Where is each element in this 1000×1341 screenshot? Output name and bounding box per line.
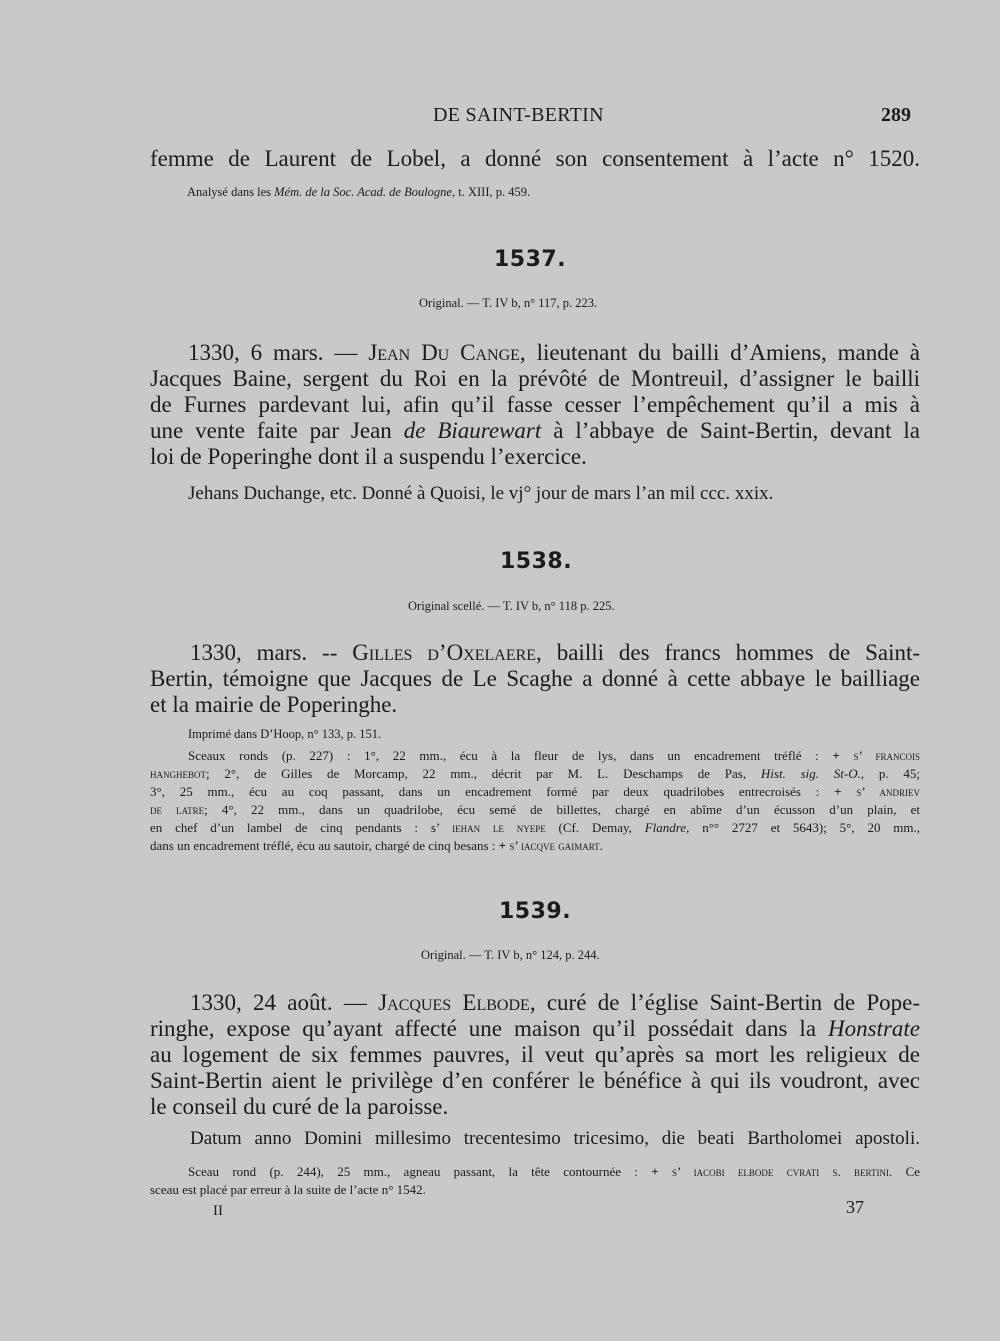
entry-1537-quote: Jehans Duchange, etc. Donné à Quoisi, le vj° jour de mars l’an mil ccc. xxix. (188, 483, 774, 504)
seal-1538-book: Hist. sig. St-O. (760, 766, 861, 781)
entry-1539-line-5 (150, 1094, 448, 1120)
entry-source-1539: Original. — T. IV b, n° 124, p. 244. (421, 948, 600, 962)
entry-1537-line-2 (150, 366, 920, 392)
entry-number-1537: 1537. (494, 247, 567, 272)
entry-1539-line-2 (150, 1016, 920, 1042)
page-number: 289 (881, 104, 911, 126)
seal-1538-legend-3b: de latre (150, 802, 205, 817)
seal-1539-line-2: sceau est placé par erreur à la suite de l’acte n° 1542. (150, 1182, 426, 1197)
cross-icon: + (498, 838, 507, 853)
sheet-number: 37 (846, 1197, 864, 1217)
seal-1539-text-1: Sceau rond (p. 244), 25 mm., agneau passant, la tête contournée : (188, 1164, 652, 1179)
entry-1538-line1-rest: bailli des francs hommes de Saint- (541, 640, 921, 665)
seal-1538-line-4 (150, 802, 920, 818)
signature-mark: II (213, 1203, 223, 1219)
entry-1538-date: 1330, mars. -- (190, 640, 353, 665)
running-header: DE SAINT-BERTIN (433, 104, 604, 126)
seal-1538-legend-3: s’ andriev (856, 784, 920, 799)
seal-1538-text-6: dans un encadrement tréflé, écu au sautoir, chargé de cinq besans : (150, 838, 499, 853)
continuation-line (150, 146, 920, 172)
cross-icon: + (834, 784, 842, 799)
entry-1537-line1-rest: lieutenant du bailli d’Amiens, mande à (525, 340, 921, 365)
seal-1538-text-2: ; 2°, de Gilles de Morcamp, 22 mm., décrit par M. L. Deschamps de Pas, (206, 766, 761, 781)
entry-1538-line-2 (150, 666, 920, 692)
cross-icon: + (651, 1164, 659, 1179)
entry-1537-line-4 (150, 418, 920, 444)
entry-1538-person: Gilles d’Oxelaere, (352, 640, 542, 665)
seal-1539-legend: s’ iacobi elbode cvrati s. bertini. (671, 1164, 893, 1179)
seal-1538-text-5c: n°° 2727 et 5643); 5°, 20 mm., (689, 820, 920, 835)
seal-1538-text-5: en chef d’un lambel de cinq pendants : s’ (150, 820, 453, 835)
entry-1539-quote (190, 1128, 920, 1150)
analysis-prefix: Analysé dans les (187, 185, 275, 199)
seal-1538-line-6 (150, 838, 603, 854)
entry-1537-line4-a: une vente faite par Jean (150, 418, 404, 443)
seal-1538-line-5 (150, 820, 920, 836)
entry-1537-line-1 (188, 340, 920, 366)
entry-1539-line-4 (150, 1068, 920, 1094)
entry-1537-line4-b: à l’abbaye de Saint-Bertin, devant la (541, 418, 920, 443)
seal-1538-line-3 (150, 784, 920, 800)
seal-1538-line-1 (188, 748, 920, 764)
seal-1538-text-2b: , p. 45; (860, 766, 921, 781)
seal-1538-legend-1b: hanghebot (150, 766, 206, 781)
entry-1539-line4-text: Saint-Bertin aient le privilège d’en conférer le bénéfice à qui ils voudront, avec (150, 1068, 920, 1093)
seal-1538-text-3: 3°, 25 mm., écu au coq passant, dans un encadrement formé par deux quadrilobes entrecroisés : (150, 784, 835, 799)
analysis-journal: Mém. de la Soc. Acad. de Boulogne, (274, 185, 456, 199)
entry-1538-line2-text: Bertin, témoigne que Jacques de Le Scaghe a donné à cette abbaye le bailliage (150, 666, 920, 691)
seal-1539-text-1b: Ce (892, 1164, 921, 1179)
analysis-reference (187, 185, 530, 200)
entry-1539-line2-a: ringhe, expose qu’ayant affecté une maison qu’il possédait dans la (150, 1016, 828, 1041)
entry-number-1538: 1538. (500, 549, 573, 574)
entry-1537-line-3 (150, 392, 920, 418)
entry-1539-line-1 (190, 990, 920, 1016)
entry-source-1538: Original scellé. — T. IV b, n° 118 p. 225. (408, 599, 615, 613)
entry-1538-line3-text: et la mairie de Poperinghe. (150, 692, 398, 717)
entry-1537-date: 1330, 6 mars. — (188, 340, 369, 365)
entry-1539-line1-rest: curé de l’église Saint-Bertin de Pope- (535, 990, 921, 1015)
seal-1538-text-4: ; 4°, 22 mm., dans un quadrilobe, écu semé de billettes, chargé en abîme d’un écusson d’un plain, et (204, 802, 920, 817)
entry-1537-line3-text: de Furnes pardevant lui, afin qu’il fasse cesser l’empêchement qu’il a mis à (150, 392, 920, 417)
seal-1538-legend-5: s’ iacqve gaimart. (509, 838, 603, 853)
entry-1537-place: de Biaurewart (403, 418, 542, 443)
seal-1538-legend-1: s’ francois (853, 748, 921, 763)
seal-1538-line-2 (150, 766, 920, 782)
entry-1539-line5-text: le conseil du curé de la paroisse. (150, 1094, 449, 1119)
continuation-text: femme de Laurent de Lobel, a donné son consentement à l’acte n° 1520. (150, 146, 920, 171)
entry-1538-imprint: Imprimé dans D’Hoop, n° 133, p. 151. (188, 727, 382, 741)
entry-1537-line-5 (150, 444, 587, 470)
entry-1538-line-3 (150, 692, 397, 718)
entry-1537-line2-text: Jacques Baine, sergent du Roi en la prévôté de Montreuil, d’assigner le bailli (150, 366, 920, 391)
entry-1539-line3-text: au logement de six femmes pauvres, il veut qu’après sa mort les religieux de (150, 1042, 920, 1067)
entry-number-1539: 1539. (499, 899, 572, 924)
entry-1539-quote-text: Datum anno Domini millesimo trecentesimo tricesimo, die beati Bartholomei apostoli. (190, 1128, 920, 1149)
entry-1539-date: 1330, 24 août. — (190, 990, 379, 1015)
seal-1538-text-5b: (Cf. Demay, (545, 820, 645, 835)
analysis-suffix: t. XIII, p. 459. (455, 185, 531, 199)
entry-1539-line-3 (150, 1042, 920, 1068)
seal-1538-flandre: Flandre, (644, 820, 690, 835)
seal-1539-line-1 (188, 1164, 920, 1180)
entry-1539-street: Honstrate (828, 1016, 920, 1041)
entry-source-1537: Original. — T. IV b, n° 117, p. 223. (419, 296, 598, 310)
entry-1538-line-1 (190, 640, 920, 666)
seal-1538-text-1: Sceaux ronds (p. 227) : 1°, 22 mm., écu à la fleur de lys, dans un encadrement tréflé : (188, 748, 833, 763)
cross-icon: + (832, 748, 840, 763)
entry-1537-line5-text: loi de Poperinghe dont il a suspendu l’exercice. (150, 444, 587, 469)
seal-1538-legend-4: iehan le nyepe (452, 820, 546, 835)
entry-1537-person: Jean Du Cange, (368, 340, 526, 365)
entry-1539-person: Jacques Elbode, (378, 990, 536, 1015)
